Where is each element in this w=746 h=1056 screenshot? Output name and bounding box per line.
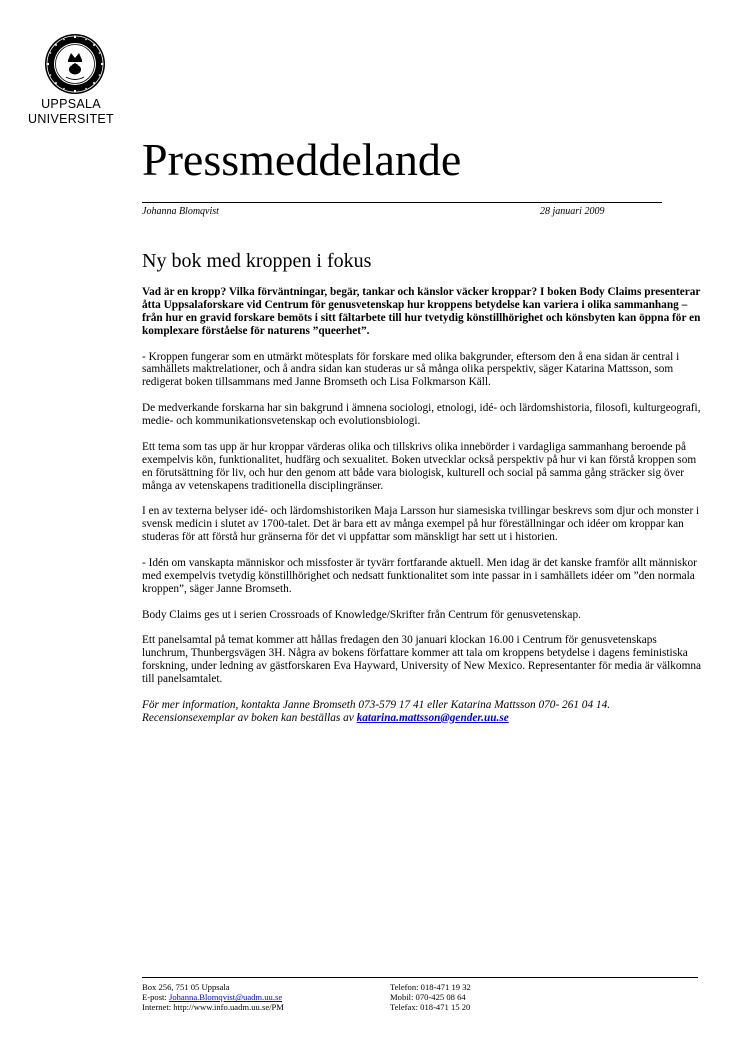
footer-divider	[142, 977, 698, 978]
article-headline: Ny bok med kroppen i fokus	[142, 250, 372, 272]
author-name: Johanna Blomqvist	[142, 206, 219, 217]
university-seal-icon	[44, 33, 106, 95]
university-logo-text	[0, 97, 142, 127]
article-paragraph: Ett panelsamtal på temat kommer att hållas fredagen den 30 januari klockan 16.00 i Centrum för genusvetenskaps lunchrum, Thunbergsvägen 3H. Några av bokens författare kommer att tala om kroppens betydelse i dagens feministiska forskning, under ledning av gästforskaren Eva Hayward, University of New Mexico. Representanter för media är välkomna till panelsamtalet.	[142, 634, 702, 686]
contact-info	[142, 699, 702, 725]
footer-address-block	[142, 982, 284, 1013]
article-paragraph: - Idén om vanskapta människor och missfoster är tyvärr fortfarande aktuell. Men idag är det kanske framför allt människor med exempelvis tvetydig könstillhörighet och nedsatt funktionalitet som inte passar in i samhällets idéer om ”den normala kroppen”, säger Janne Bromseth.	[142, 556, 697, 595]
footer-email-link[interactable]: Johanna.Blomqvist@uadm.uu.se	[168, 992, 283, 1003]
footer-fax: Telefax: 018-471 15 20	[390, 1002, 471, 1013]
footer-email-row	[142, 992, 284, 1002]
article-paragraph: Ett tema som tas upp är hur kroppar värderas olika och tillskrivs olika innebörder i vardagliga sammanhang beroende på exempelvis kön, funktionalitet, hudfärg och sexualitet. Boken utvecklar också perspektiv på hur vi kan förstå kroppen som en förutsättning för liv, och hur den genom att både vara biologisk, kulturell och social på samma gång sträcker sig över många av vetenskapens traditionella disciplingränser.	[142, 440, 697, 492]
page-title: Pressmeddelande	[142, 134, 462, 185]
article-body	[142, 286, 702, 738]
footer-address: Box 256, 751 05 Uppsala	[142, 982, 230, 992]
logo-line-1: UPPSALA	[41, 97, 101, 111]
footer-phone-block	[390, 982, 471, 1013]
footer-email-label: E-post:	[142, 992, 169, 1003]
article-lead: Vad är en kropp? Vilka förväntningar, begär, tankar och känslor väcker kroppar? I boken Body Claims presenterar åtta Uppsalaforskare vid Centrum för genusvetenskap hur kroppens betydelse kan variera i olika sammanhang – från hur en gravid forskare bemöts i sitt fältarbete till hur tvetydig könstillhörighet och könsbyten kan öppna för en komplexare förståelse för naturens ”queerhet”.	[142, 286, 701, 337]
footer-phone: Telefon: 018-471 19 32	[390, 982, 471, 992]
article-paragraph: De medverkande forskarna har sin bakgrund i ämnena sociologi, etnologi, idé- och lärdomshistoria, filosofi, kulturgeografi, medie- och kommunikationsvetenskap och evolutionsbiologi.	[142, 402, 701, 428]
header-divider	[142, 202, 662, 203]
logo-line-2: UNIVERSITET	[28, 112, 114, 126]
article-paragraph: I en av texterna belyser idé- och lärdomshistoriken Maja Larsson hur siamesiska tvillingar beskrevs som djur och monster i svensk medicin i slutet av 1700-talet. Det är bara ett av många exempel på hur föreställningar och idéer om kroppar kan studeras för att förstå hur gränserna för det vi uppfattar som mänskligt har sett ut i historien.	[142, 505, 700, 544]
contact-line-1: För mer information, kontakta Janne Bromseth 073-579 17 41 eller Katarina Mattsson 070- 261 04 14.	[142, 698, 611, 711]
contact-line-2: Recensionsexemplar av boken kan beställas av	[142, 711, 357, 724]
footer-mobile: Mobil: 070-425 08 64	[390, 992, 466, 1003]
article-paragraph: - Kroppen fungerar som en utmärkt mötesplats för forskare med olika bakgrunder, eftersom den å ena sidan är central i samhällets maktrelationer, och å andra sidan kan studeras ur så många olika perspektiv, säger Katarina Mattsson, som redigerat boken tillsammans med Janne Bromseth och Lisa Folkmarson Käll.	[142, 350, 680, 389]
footer-internet: Internet: http://www.info.uadm.uu.se/PM	[142, 1002, 284, 1013]
contact-email-link[interactable]: katarina.mattsson@gender.uu.se	[356, 711, 509, 724]
article-paragraph: Body Claims ges ut i serien Crossroads of Knowledge/Skrifter från Centrum för genusvetenskap.	[142, 608, 581, 621]
publication-date: 28 januari 2009	[540, 206, 605, 217]
